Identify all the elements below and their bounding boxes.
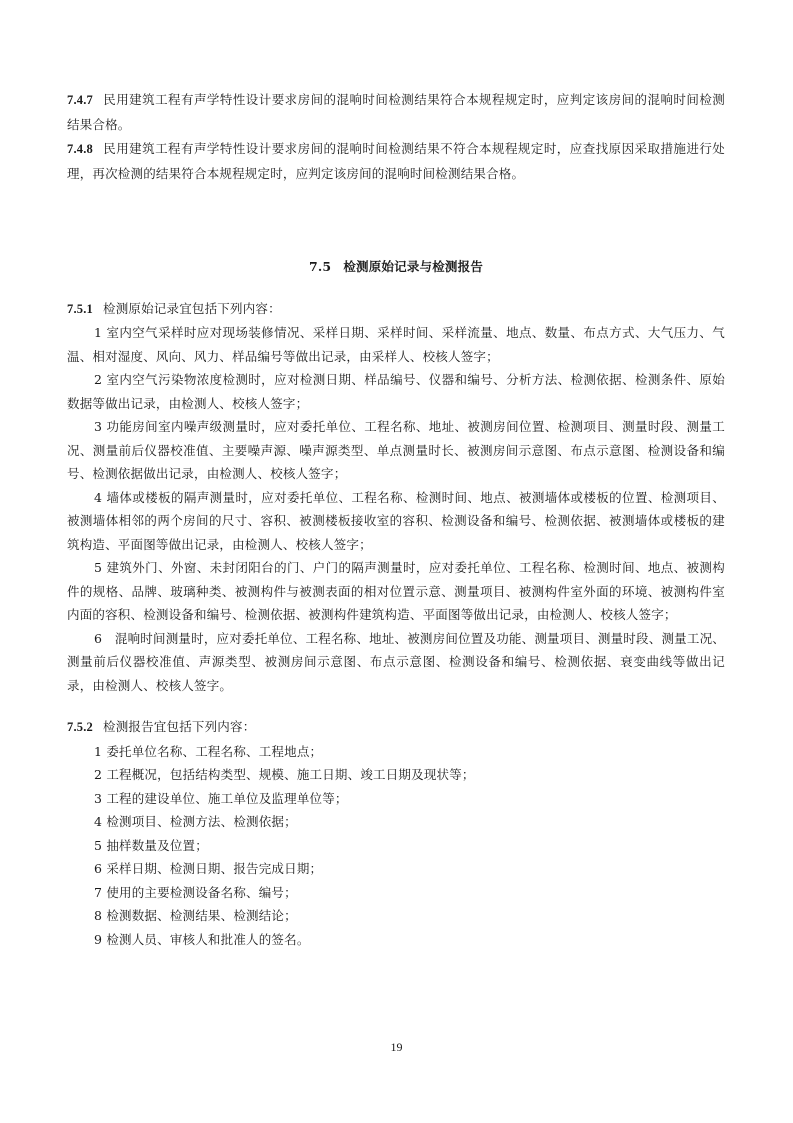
- page-number: 19: [390, 1040, 403, 1054]
- list-item: 6 混响时间测量时，应对委托单位、工程名称、地址、被测房间位置及功能、测量项目、测量时段、测量工况、测量前后仪器校准值、声源类型、被测房间示意图、布点示意图、检测设备和编号、检测依据、衰变曲线等做出记录，由检测人、校核人签字。: [67, 630, 725, 693]
- clause-number: 7.5.2: [67, 720, 93, 734]
- list-item: 8 检测数据、检测结果、检测结论；: [94, 908, 297, 923]
- clause-7-5-2: [67, 715, 725, 740]
- clause-intro: 检测报告宜包括下列内容：: [103, 719, 256, 734]
- clause-number: 7.5.1: [67, 301, 93, 316]
- clause-7-5-1: [67, 297, 725, 322]
- section-heading: [67, 255, 725, 279]
- list-item: 1 室内空气采样时应对现场装修情况、采样日期、采样时间、采样流量、地点、数量、布点方式、大气压力、气温、相对湿度、风向、风力、样品编号等做出记录，由采样人、校核人签字；: [67, 325, 725, 364]
- list-item: 3 工程的建设单位、施工单位及监理单位等；: [94, 790, 348, 806]
- list-item: 4 墙体或楼板的隔声测量时，应对委托单位、工程名称、检测时间、地点、被测墙体或楼板的位置、检测项目、被测墙体相邻的两个房间的尺寸、容积、被测楼板接收室的容积、检测设备和编号、检测依据、被测墙体或楼板的建筑构造、平面图等做出记录，由检测人、校核人签字；: [67, 489, 725, 552]
- list-item: 2 工程概况，包括结构类型、规模、施工日期、竣工日期及现状等；: [94, 767, 475, 782]
- list-item: 6 采样日期、检测日期、报告完成日期；: [94, 861, 323, 876]
- list-item: 5 抽样数量及位置；: [94, 837, 208, 853]
- clause-intro: 检测原始记录宜包括下列内容：: [103, 300, 281, 316]
- list-item: 9 检测人员、审核人和批准人的签名。: [94, 931, 310, 947]
- clause-number: 7.4.7: [67, 93, 93, 107]
- section-title: 检测原始记录与检测报告: [343, 259, 484, 274]
- section-number: 7.5: [308, 259, 332, 274]
- spacer: [67, 697, 725, 715]
- clause-text: 民用建筑工程有声学特性设计要求房间的混响时间检测结果符合本规程规定时，应判定该房间的混响时间检测结果合格。: [67, 92, 725, 132]
- list-item: 2 室内空气污染物浓度检测时，应对检测日期、样品编号、仪器和编号、分析方法、检测依据、检测条件、原始数据等做出记录，由检测人、校核人签字；: [67, 372, 725, 411]
- list-item: 4 检测项目、检测方法、检测依据；: [94, 814, 297, 829]
- clause-7-4-8: [67, 137, 725, 185]
- clause-7-4-7: [67, 88, 725, 136]
- document-page: [67, 88, 725, 951]
- clause-text: 民用建筑工程有声学特性设计要求房间的混响时间检测结果不符合本规程规定时，应查找原因采取措施进行处理，再次检测的结果符合本规程规定时，应判定该房间的混响时间检测结果合格。: [67, 141, 725, 181]
- list-item: 5 建筑外门、外窗、未封闭阳台的门、户门的隔声测量时，应对委托单位、工程名称、检测时间、地点、被测构件的规格、品牌、玻璃种类、被测构件与被测表面的相对位置示意、测量项目、被测构件室外面的环境、被测构件室内面的容积、检测设备和编号、检测依据、被测构件建筑构造、平面图等做出记录，由检测人、校核人签字；: [67, 560, 725, 622]
- clause-number: 7.4.8: [67, 142, 93, 156]
- list-item: 3 功能房间室内噪声级测量时，应对委托单位、工程名称、地址、被测房间位置、检测项目、测量时段、测量工况、测量前后仪器校准值、主要噪声源、噪声源类型、单点测量时长、被测房间示意图、布点示意图、检测设备和编号、检测依据做出记录，由检测人、校核人签字；: [67, 419, 725, 481]
- list-item: 7 使用的主要检测设备名称、编号；: [94, 884, 297, 900]
- list-item: 1 委托单位名称、工程名称、工程地点；: [94, 743, 323, 759]
